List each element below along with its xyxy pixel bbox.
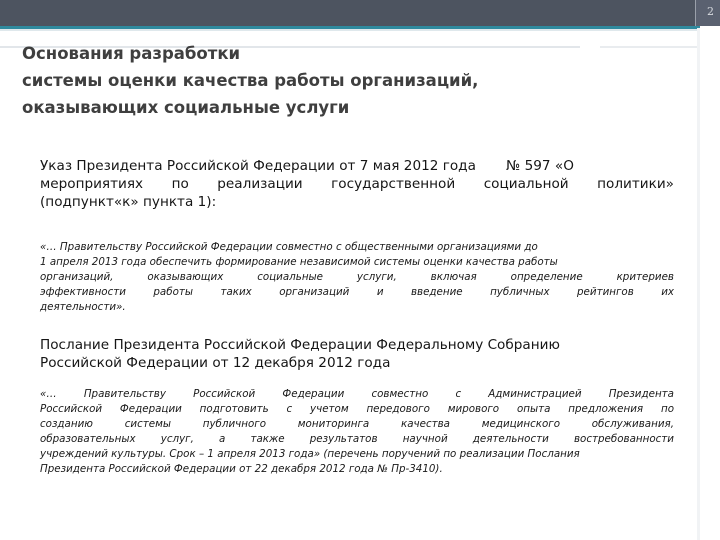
slide-number-box (695, 0, 720, 26)
quote-line: организаций, оказывающих социальные услуги, включая определение критериев (40, 271, 674, 283)
heading-line: Указ Президента Российской Федерации от 7 мая 2012 года № 597 «О (40, 158, 574, 174)
quote-line: деятельности». (40, 301, 126, 313)
section-2-heading (40, 336, 674, 372)
heading-line: (подпункт«к» пункта 1): (40, 194, 217, 210)
quote-line: Российской Федерации подготовить с учетом передового мирового опыта предложения по (40, 403, 674, 415)
slide-number: 2 (707, 5, 714, 18)
frame-vertical-line (697, 28, 700, 540)
accent-rule-light (0, 29, 700, 31)
heading-line: Российской Федерации от 12 декабря 2012 года (40, 355, 391, 371)
quote-line: «… Правительству Российской Федерации совместно с общественными организациями до (40, 241, 538, 253)
quote-line: эффективности работы таких организаций и введение публичных рейтингов их (40, 286, 674, 298)
quote-line: 1 апреля 2013 года обеспечить формирование независимой системы оценки качества работы (40, 256, 558, 268)
quote-line: «… Правительству Российской Федерации совместно с Администрацией Президента (40, 388, 674, 400)
quote-line: образовательных услуг, а также результатов научной деятельности востребованности (40, 433, 674, 445)
section-1-quote (40, 240, 674, 315)
quote-line: учреждений культуры. Срок – 1 апреля 2013 года» (перечень поручений по реализации Послания (40, 448, 580, 460)
title-line: системы оценки качества работы организаций, (22, 71, 479, 90)
title-line: Основания разработки (22, 44, 241, 63)
heading-line: Послание Президента Российской Федерации Федеральному Собранию (40, 337, 560, 353)
heading-line: мероприятиях по реализации государственной социальной политики» (40, 176, 674, 192)
slide-title (22, 40, 662, 121)
title-line: оказывающих социальные услуги (22, 98, 350, 117)
header-bar (0, 0, 720, 26)
quote-line: Президента Российской Федерации от 22 декабря 2012 года № Пр-3410). (40, 463, 443, 475)
quote-line: созданию системы публичного мониторинга качества медицинского обслуживания, (40, 418, 674, 430)
section-2-quote (40, 387, 674, 477)
section-1-heading (40, 157, 674, 211)
